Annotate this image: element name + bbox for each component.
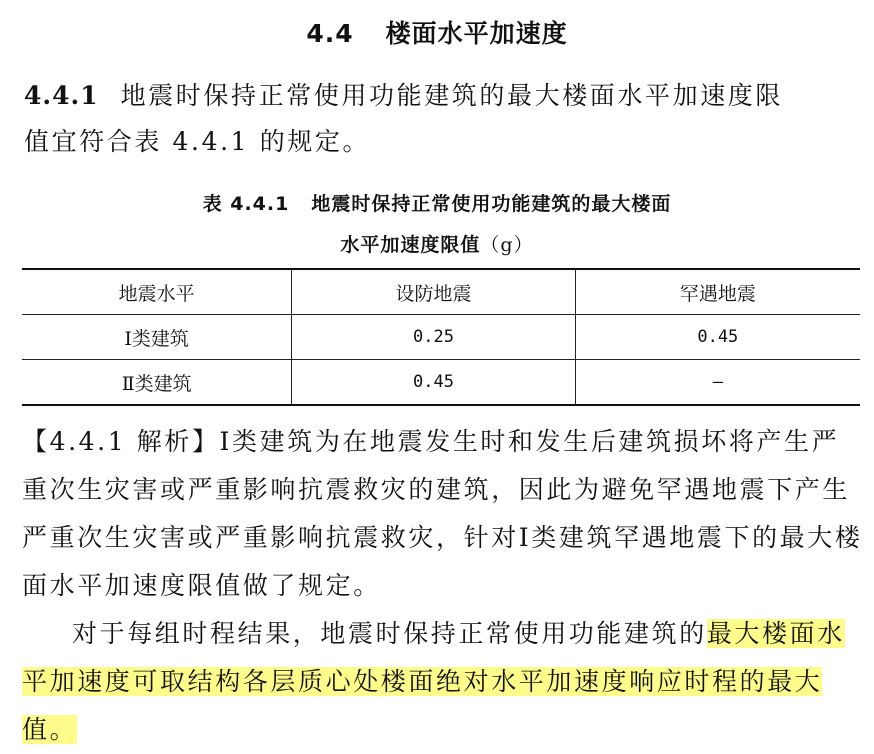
table-caption-line1 bbox=[0, 189, 874, 216]
highlighted-text: 最大楼面水平加速度可取结构各层质心处楼面绝对水平加速度响应时程的最大值。 bbox=[22, 619, 845, 744]
table-cell-category: Ⅱ类建筑 bbox=[22, 360, 292, 406]
clause-number: 4.4.1 bbox=[24, 81, 99, 110]
table-cell-value: — bbox=[575, 360, 860, 406]
table-cell-category: Ⅰ类建筑 bbox=[22, 315, 292, 360]
table-row bbox=[22, 315, 860, 360]
analysis-paragraph-1: 【4.4.1 解析】Ⅰ类建筑为在地震发生时和发生后建筑损坏将产生严重次生灾害或严重影响抗震救灾的建筑，因此为避免罕遇地震下产生严重次生灾害或严重影响抗震救灾，针对Ⅰ类建筑罕遇地震下的最大楼面水平加速度限值做了规定。 bbox=[22, 427, 863, 600]
section-number: 4.4 bbox=[306, 19, 354, 48]
table-header-cell: 罕遇地震 bbox=[575, 269, 860, 315]
table-caption-line2 bbox=[0, 230, 874, 257]
clause-text-line1: 地震时保持正常使用功能建筑的最大楼面水平加速度限 bbox=[120, 81, 783, 110]
clause-4-4-1 bbox=[24, 73, 864, 165]
table-header-cell: 地震水平 bbox=[22, 269, 292, 315]
clause-text-line2: 值宜符合表 4.4.1 的规定。 bbox=[24, 127, 371, 156]
table-cell-value: 0.25 bbox=[292, 315, 575, 360]
table-cell-value: 0.45 bbox=[575, 315, 860, 360]
table-header-cell: 设防地震 bbox=[292, 269, 575, 315]
analysis-section bbox=[22, 418, 864, 754]
table-row bbox=[22, 360, 860, 406]
table-caption-text1: 地震时保持正常使用功能建筑的最大楼面 bbox=[311, 193, 672, 215]
table-header-row bbox=[22, 269, 860, 315]
analysis-p2-text: 对于每组时程结果，地震时保持正常使用功能建筑的 bbox=[72, 619, 707, 648]
table-caption-text2: 水平加速度限值 bbox=[340, 234, 481, 256]
table-caption-unit: （g） bbox=[480, 234, 534, 256]
table-cell-value: 0.45 bbox=[292, 360, 575, 406]
acceleration-limit-table bbox=[22, 268, 860, 406]
clause-line-1 bbox=[24, 73, 864, 119]
section-title-text: 楼面水平加速度 bbox=[385, 19, 568, 48]
section-title bbox=[0, 14, 874, 50]
analysis-paragraph-2 bbox=[22, 610, 864, 754]
table-number: 表 4.4.1 bbox=[202, 193, 290, 215]
